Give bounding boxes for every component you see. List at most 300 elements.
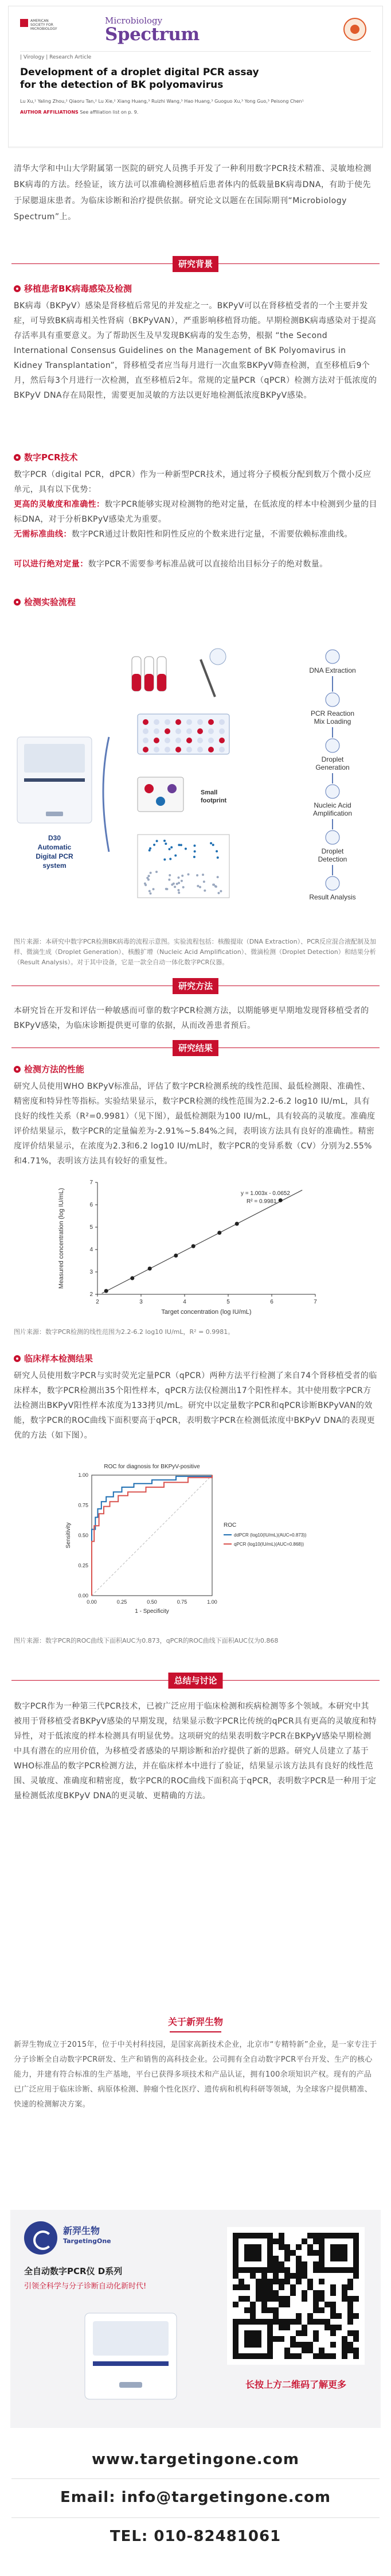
droplet-dot [212,883,214,886]
qr-module [238,2279,244,2284]
droplet-chip-icon [138,777,183,812]
droplet-dot [197,885,199,887]
plate-well [197,728,203,734]
qr-module [336,2325,342,2330]
qr-module [290,2284,296,2290]
qr-module [307,2250,313,2256]
paragraph-dpcr: 数字PCR（digital PCR，dPCR）作为一种新型PCR技术，通过将分子模板分配到数万个微小反应单元，具有以下优势： [14,470,372,494]
droplet-dot [163,840,166,842]
droplet-dot [194,850,196,852]
qr-module [313,2290,319,2296]
droplet-dot [217,856,219,859]
plate-well [219,747,225,752]
qr-module [347,2319,353,2325]
droplet-dot [196,874,198,876]
bullet-no-standard: 无需标准曲线：数字PCR通过计数阳性和阴性反应的个数来进行定量，不需要依赖标准曲线。 [14,530,353,539]
plate-well [186,738,192,743]
qr-module [313,2233,319,2239]
x-tick-label: 2 [96,1299,99,1305]
qr-module [319,2348,324,2353]
plate-well [219,728,225,734]
qr-module [307,2342,313,2348]
droplet-dot [217,892,220,894]
step-label: Nucleic Acid [314,801,351,809]
qr-module [250,2302,256,2307]
qr-module [284,2302,290,2307]
qr-code[interactable] [227,2227,365,2365]
droplet-dot [169,874,171,876]
paper-authors: Lu Xu,¹ Yaling Zhou,² Qiaoru Tan,² Lu Xie,² Xiang Huang,³ Ruizhi Wang,³ Hao Huang,³ Guoguo Xu,³ Yong Guo,³ Peisong Chen¹ [20,99,304,104]
plate-well [208,728,214,734]
qr-module [238,2284,244,2290]
qr-module [284,2296,290,2302]
qr-module [273,2313,279,2319]
legend-title: ROC [224,1522,237,1528]
paragraph-methods: 本研究旨在开发和评估一种敏感而可靠的数字PCR检测方法，以期能够更早期地发现肾移植受者的BKPyV感染，为临床诊断提供更可靠的依据，从而改善患者预后。 [14,1006,369,1030]
qr-module [330,2302,336,2307]
plate-well [208,747,214,752]
droplet-dot [210,842,212,844]
qr-module [353,2330,359,2336]
step-label: Droplet [321,755,344,763]
email-link[interactable]: Email: info@targetingone.com [60,2489,331,2506]
qr-module [284,2256,290,2261]
qr-module [302,2348,307,2353]
qr-module [324,2353,330,2359]
qr-module [267,2307,273,2313]
droplet-dot [202,874,204,876]
plate-well [154,719,159,725]
droplet-dot [144,884,147,886]
qr-finder [330,2244,347,2261]
plate-well [175,728,181,734]
promo-slogan: 引领全科学与分子诊断自动化新时代! [24,2282,147,2291]
qr-module [279,2279,284,2284]
plate-well [165,719,170,725]
step-icon [326,650,339,664]
workflow-caption: 图片来源：本研究中数字PCR检测BK病毒的流程示意图。实验流程包括：核酸提取（DNA Extraction）、PCR反应混合液配制及加样、微滴生成（Droplet Generation）、核酸扩增（Nucleic Acid Amplification）、微滴检测（Droplet Detection）和结果分析（Result Analysis）。对于其中设备，它是一款全自动一体化数字PCR仪器。 [14,938,377,966]
qr-module [290,2273,296,2279]
qr-module [244,2307,250,2313]
qr-module [302,2267,307,2273]
qr-module [250,2307,256,2313]
qr-module [256,2279,261,2284]
bullet-sensitivity: 更高的灵敏度和准确性：数字PCR能够实现对检测物的绝对定量，在低浓度的样本中检测到少量的目标DNA，对于分析BKPyV感染尤为重要。 [14,500,377,524]
droplet-dot [215,886,217,888]
qr-module [307,2313,313,2319]
droplet-dot [181,880,183,882]
qr-module [342,2353,347,2359]
qr-module [296,2353,302,2359]
asm-logo: AMERICAN SOCIETY FOR MICROBIOLOGY [20,19,54,44]
qr-module [302,2342,307,2348]
qr-module [261,2302,267,2307]
promo-banner [10,2210,381,2428]
qr-module [330,2290,336,2296]
qr-module [347,2342,353,2348]
qr-module [290,2319,296,2325]
x-tick-label: 3 [139,1299,143,1305]
droplet-dot [149,847,151,849]
data-point [104,1289,108,1293]
x-tick-label: 7 [314,1299,317,1305]
qr-module [313,2319,319,2325]
paragraph-performance: 研究人员使用WHO BKPyV标准品，评估了数字PCR检测系统的线性范围、最低检测限、准确性、精密度和特异性等指标。实验结果显示，数字PCR检测的线性范围为2.2-6.2 log10 IU/mL，具有良好的线性关系（R²=0.9981）（见下图），最低检测限为100 IU/mL，具有较高的灵敏度。准确度评价结果显示，数字PCR的定量偏差为-2.91%~5.84%之间，表明该方法具有良好的准确性。精密度评价结果显示，在浓度为2.3和6.2 log10 IU/mL时，数字PCR的变异系数（CV）分别为2.55%和4.71%，表明该方法具有较好的重复性。 [14,1082,376,1166]
device-label-1: D30 [48,834,61,842]
droplet-dot [178,891,180,894]
plate-well [186,719,192,725]
qr-module [273,2336,279,2342]
qr-module [284,2279,290,2284]
qr-module [313,2302,319,2307]
qr-module [279,2302,284,2307]
qr-caption: 长按上方二维码了解更多 [245,2379,346,2390]
qr-module [296,2256,302,2261]
qr-module [347,2313,353,2319]
qr-module [313,2250,319,2256]
qr-module [233,2302,238,2307]
qr-module [261,2284,267,2290]
droplet-dot [216,850,218,852]
qr-module [296,2330,302,2336]
droplet-dot [148,875,150,877]
droplet-dot [150,893,152,895]
qr-module [324,2319,330,2325]
paper-title: Development of a droplet digital PCR assay for the detection of BK polyomavirus [20,67,259,91]
droplet-dot [220,890,222,893]
qr-module [353,2273,359,2279]
paragraph-summary: 数字PCR作为一种第三代PCR技术，已被广泛应用于临床检测和疾病检测等多个领域。本研究中其被用于肾移植受者BKPyV感染的早期发现，结果显示数字PCR比传统的qPCR具有更高的灵敏度和特异性，对于低浓度的样本检测具有明显优势。这项研究的结果表明数字PCR在BKPyV感染早期检测中具有潜在的应用价值，为移植受者感染的早期诊断和治疗提供了新的思路。研究人员建立了基于WHO标准品的数字PCR检测方法，并在临床样本中进行了验证，结果显示该方法具有良好的线性范围、灵敏度、准确度和精密度，数字PCR的ROC曲线下面积高于qPCR，表明数字PCR是一种用于定量检测低浓度BKPyV DNA的更灵敏、更精确的方法。 [14,1702,377,1801]
plate-well [143,747,148,752]
targetingone-logo-icon [24,2221,57,2255]
bullet-icon [14,1066,21,1073]
brand-name-en: TargetingOne [63,2237,111,2245]
plate-well [219,738,225,743]
qr-module [302,2330,307,2336]
legend-label: qPCR (log10(IU/mL)(AUC=0.868)) [234,1542,304,1547]
qr-module [353,2313,359,2319]
qr-module [279,2284,284,2290]
qr-module [313,2353,319,2359]
droplet-dot [181,875,183,877]
qr-module [273,2279,279,2284]
subhead-bk-infection: 移植患者BK病毒感染及检测 [14,282,377,295]
qr-finder [244,2330,261,2348]
device-label-3: Digital PCR [36,852,73,860]
qr-module [296,2261,302,2267]
y-tick-label: 0.75 [78,1502,88,1508]
y-tick-label: 7 [89,1180,93,1186]
device-label-4: system [42,862,67,870]
step-icon [326,876,339,890]
qr-module [284,2319,290,2325]
workflow-figure [11,645,380,932]
small-footprint-label-2: footprint [201,797,227,804]
qr-module [342,2290,347,2296]
plate-well [175,738,181,743]
qr-module [319,2279,324,2284]
x-tick-label: 1.00 [207,1599,217,1605]
qr-module [244,2284,250,2290]
blood-tubes-icon [132,657,166,691]
qr-module [313,2336,319,2342]
qr-module [267,2296,273,2302]
droplet-dot [193,844,196,847]
qr-module [324,2325,330,2330]
subhead-performance: 检测方法的性能 [14,1063,377,1076]
qr-module [353,2348,359,2353]
qr-module [302,2325,307,2330]
qr-module [279,2325,284,2330]
plate-well [219,719,225,725]
plate-well [175,747,181,752]
plate-well [165,738,170,743]
droplet-dot [168,879,170,881]
droplet-dot [178,876,180,879]
qr-module [261,2290,267,2296]
qr-module [319,2307,324,2313]
qr-module [273,2296,279,2302]
qr-module [250,2313,256,2319]
qr-module [284,2353,290,2359]
qr-module [279,2296,284,2302]
qr-module [233,2284,238,2290]
qr-module [290,2290,296,2296]
y-tick-label: 6 [89,1202,93,1208]
droplet-dot [169,858,171,860]
droplet-dot [174,886,176,888]
qr-module [353,2296,359,2302]
divider [11,2478,380,2479]
qr-module [279,2244,284,2250]
qr-module [279,2267,284,2273]
qr-module [324,2302,330,2307]
data-point [148,1267,152,1271]
plate-well [197,747,203,752]
qr-module [342,2342,347,2348]
qr-module [307,2348,313,2353]
qr-module [238,2296,244,2302]
bullet-icon [14,285,21,292]
qr-module [330,2284,336,2290]
y-tick-label: 5 [89,1224,93,1231]
subhead-dpcr: 数字PCR技术 [14,451,377,464]
reaction-plate-icon [138,714,229,754]
y-axis-label: Measured concentration (log IU/mL) [58,1188,65,1289]
qr-module [342,2296,347,2302]
x-axis-label: 1 - Specificity [135,1608,169,1615]
qr-module [347,2296,353,2302]
qr-module [273,2267,279,2273]
data-point [130,1276,134,1280]
x-tick-label: 0.00 [87,1599,97,1605]
qr-module [330,2307,336,2313]
qr-module [319,2296,324,2302]
qr-module [267,2290,273,2296]
pipette-icon [201,649,226,697]
bullet-icon [14,599,21,606]
data-point [174,1254,178,1258]
qr-module [313,2261,319,2267]
x-tick-label: 0.25 [116,1599,127,1605]
qr-module [319,2290,324,2296]
roc-caption: 图片来源：数字PCR的ROC曲线下面积AUC为0.873，qPCR的ROC曲线下面积AUC仅为0.868 [14,1637,279,1644]
promo-product-line: 全自动数字PCR仪 D系列 [24,2266,123,2276]
qr-module [307,2244,313,2250]
droplet-dot [155,871,158,873]
x-tick-label: 6 [270,1299,273,1305]
qr-module [284,2325,290,2330]
plate-well [154,747,159,752]
y-tick-label: 0.25 [78,1562,88,1569]
data-point [235,1222,239,1226]
qr-module [256,2290,261,2296]
qr-module [307,2284,313,2290]
qr-module [284,2244,290,2250]
qr-module [296,2279,302,2284]
chart-title: ROC for diagnosis for BKPyV-positive [104,1464,200,1470]
qr-module [319,2319,324,2325]
section-header-methods: 研究方法 [0,976,391,996]
droplet-dot [212,844,214,846]
qr-module [302,2296,307,2302]
qr-module [250,2273,256,2279]
y-tick-label: 0.00 [78,1593,88,1599]
qr-module [233,2273,238,2279]
qr-module [261,2296,267,2302]
qr-module [284,2348,290,2353]
intro-paragraph: 清华大学和中山大学附属第一医院的研究人员携手开发了一种利用数字PCR技术精准、灵敏地检测BK病毒的方法。经验证，该方法可以准确检测移植后患者体内的低载量BK病毒DNA，有助于使先于尿腮退床患者。为临床诊断和治疗提供依据。研究论文以题在在国际期刊“Microbiology Spectrum”上。 [14,164,372,222]
qr-module [330,2313,336,2319]
droplet-dot [150,872,152,874]
qr-module [261,2279,267,2284]
plate-well [208,738,214,743]
qr-module [296,2244,302,2250]
data-point [191,1244,196,1248]
qr-module [267,2279,273,2284]
bullet-icon [14,454,21,461]
qr-module [307,2319,313,2325]
qr-module [296,2273,302,2279]
x-tick-label: 4 [183,1299,186,1305]
qr-module [296,2319,302,2325]
paragraph-bk-infection: BK病毒（BKPyV）感染是肾移植后常见的并发症之一。BKPyV可以在肾移植受者的一个主要并发症，可导致BK病毒相关性肾病（BKPyVAN），严重影响移植肾功能。早期检测BK病毒感染对于提高存活率具有重要意义。为了帮助医生及早发现BK病毒的发生态势，根据 “the Second International Consensus Guidelines on the Management of BK Polyomavirus in Kidney Transplantation”，肾移植受者应当每月进行一次血浆BKPyV筛查检测，直至移植后9个月，然后每3个月进行一次检测，直至移植后2年。常规的定量PCR（qPCR）检测方法对于低浓度的BKPyV DNA存在局限性，需要更加灵敏的方法以更好地检测低浓度BKPyV感染。 [14,301,377,400]
flow-arrow [103,737,109,852]
paper-header-card [8,6,383,148]
qr-module [284,2267,290,2273]
about-title: 关于新羿生物 [0,2015,391,2032]
step-label: PCR Reaction [310,709,355,717]
droplet-dot [176,883,178,885]
step-icon [326,831,339,844]
qr-module [342,2348,347,2353]
section-header-results: 研究结果 [0,1038,391,1058]
header-divider [20,51,371,52]
qr-module [290,2342,296,2348]
qr-module [273,2261,279,2267]
plate-well [154,728,159,734]
small-footprint-label-1: Small [201,789,218,796]
website-link[interactable]: www.targetingone.com [91,2451,300,2468]
droplet-dot [174,855,177,857]
section-header-summary: 总结与讨论 [0,1670,391,1691]
droplet-dot [217,876,219,878]
subhead-workflow: 检测实验流程 [14,596,377,608]
r2-label: R² = 0.9981 [247,1198,277,1205]
qr-module [244,2296,250,2302]
qr-module [313,2267,319,2273]
qr-module [296,2342,302,2348]
y-tick-label: 1.00 [78,1472,88,1478]
qr-module [347,2302,353,2307]
y-axis-label: Sensitivity [65,1522,72,1549]
droplet-dot [203,880,205,883]
brand-name: 新羿生物 [63,2225,100,2236]
step-label: Mix Loading [314,717,351,726]
qr-module [256,2284,261,2290]
plate-well [186,747,192,752]
qr-module [353,2353,359,2359]
plate-well [165,747,170,752]
y-tick-label: 3 [89,1269,93,1275]
qr-module [330,2325,336,2330]
qr-module [307,2233,313,2239]
qr-module [330,2342,336,2348]
phone-number[interactable]: TEL: 010-82481061 [110,2528,281,2545]
qr-module [284,2250,290,2256]
plate-well [197,719,203,725]
qr-module [307,2279,313,2284]
droplet-dot [187,873,190,875]
data-point [217,1231,221,1235]
qr-module [284,2273,290,2279]
y-tick-label: 0.50 [78,1533,88,1538]
droplet-dot [193,856,196,858]
qr-module [347,2279,353,2284]
qr-module [313,2330,319,2336]
qr-module [347,2348,353,2353]
qr-module [290,2353,296,2359]
d30-device-image [17,737,92,823]
qr-module [296,2267,302,2273]
qr-module [296,2313,302,2319]
qr-module [279,2239,284,2244]
qr-module [347,2330,353,2336]
qr-module [267,2284,273,2290]
plate-well [143,719,148,725]
d-series-device-image [79,2302,182,2405]
bullet-absolute: 可以进行绝对定量：数字PCR不需要参考标准品就可以直接给出目标分子的绝对数量。 [14,560,328,569]
qr-module [313,2296,319,2302]
step-icon [326,785,339,798]
droplet-dot [178,844,180,846]
qr-module [290,2336,296,2342]
x-tick-label: 0.50 [147,1599,157,1605]
journal-logo: Microbiology Spectrum [105,15,200,45]
droplet-dot [153,844,155,846]
droplet-dot [170,846,173,848]
qr-module [319,2353,324,2359]
plate-well [197,738,203,743]
qr-module [347,2307,353,2313]
droplet-dot [180,844,182,846]
qr-module [336,2313,342,2319]
linearity-chart [46,1171,344,1326]
qr-module [273,2273,279,2279]
droplet-dot [182,886,185,889]
qr-module [313,2307,319,2313]
section-header-background: 研究背景 [0,254,391,274]
